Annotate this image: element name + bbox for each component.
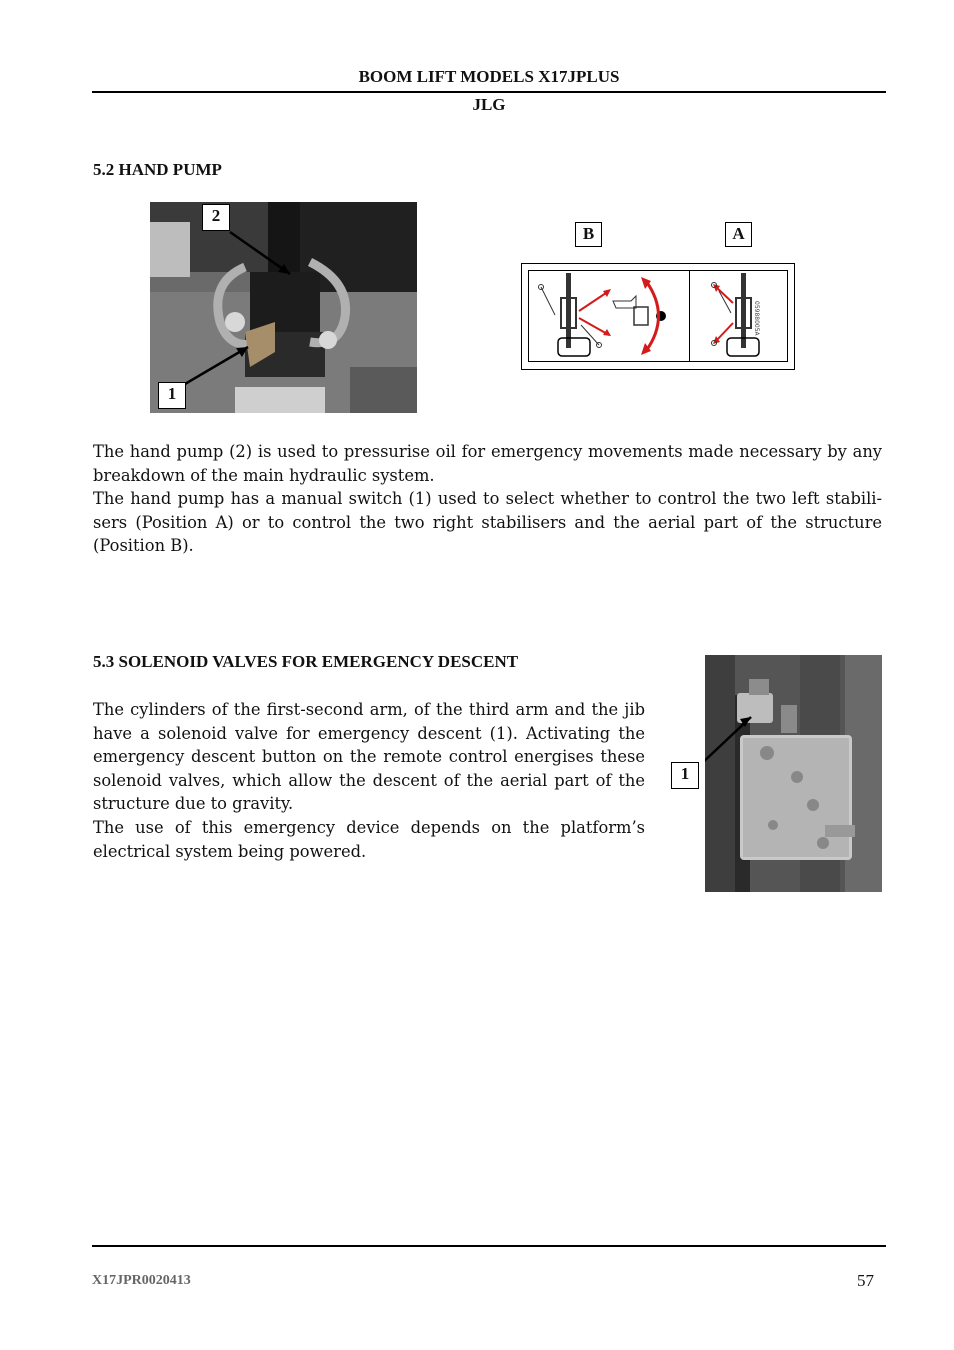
position-label-a: A: [725, 222, 752, 247]
solenoid-valve-photo: [705, 655, 882, 892]
callout-hand-pump: 2: [202, 204, 230, 231]
header-brand: JLG: [472, 95, 506, 114]
section-heading-hand-pump: 5.2 HAND PUMP: [93, 160, 222, 179]
callout-manual-switch: 1: [158, 382, 186, 409]
solenoid-description: [93, 698, 645, 863]
solenoid-paragraph-2: The use of this emergency device depends on the platform’s electrical system being powered.: [93, 817, 645, 861]
solenoid-valve-photo-graphic: [705, 655, 882, 892]
page-number: 57: [857, 1271, 874, 1290]
solenoid-paragraph-1: The cylinders of the first-second arm, of the third arm and the jib have a solenoid valve for emergency descent (1). Activating the emergency descent button on the remote control energises these solenoid valves, which allow the descent of the aerial part of the structure due to gravity.: [93, 700, 645, 814]
hand-pump-paragraph-1: The hand pump (2) is used to pressurise oil for emergency movements made necessary by any breakdown of the main hydraulic system.: [93, 442, 882, 485]
hand-pump-paragraph-2: The hand pump has a manual switch (1) used to select whether to control the two left stabili-sers (Position A) or to control the two right stabilisers and the aerial part of the structure (Position B).: [93, 489, 882, 556]
hand-pump-photo-graphic: [150, 202, 417, 413]
footer-divider: [92, 1245, 886, 1247]
hand-pump-description: [93, 440, 882, 558]
header-divider: [92, 91, 886, 93]
section-heading-solenoid-valves: 5.3 SOLENOID VALVES FOR EMERGENCY DESCENT: [93, 652, 519, 671]
document-code: X17JPR0020413: [92, 1273, 191, 1288]
diagram-code: 05988005A: [753, 301, 760, 336]
switch-position-diagram: [521, 263, 795, 370]
callout-solenoid-valve: 1: [671, 762, 699, 789]
position-label-b: B: [575, 222, 602, 247]
header-title: BOOM LIFT MODELS X17JPLUS: [358, 67, 620, 86]
hand-pump-photo: [150, 202, 417, 413]
